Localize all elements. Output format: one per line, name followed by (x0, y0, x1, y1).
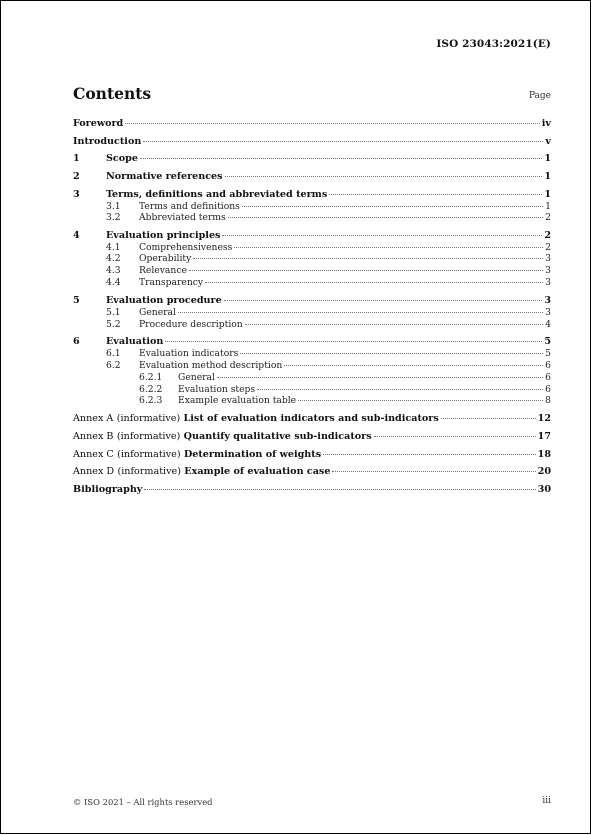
toc-section-title: Procedure description (139, 319, 243, 330)
annex-title: Example of evaluation case (184, 466, 331, 477)
toc-section-title: Terms, definitions and abbreviated terms (106, 189, 328, 200)
annex-kind: (informative) (116, 431, 181, 442)
toc-section-number: 4.1 (106, 242, 121, 253)
dot-leader (217, 377, 543, 378)
toc-section-number: 6.2.3 (139, 395, 163, 406)
dot-leader (222, 235, 542, 236)
dot-leader (143, 141, 543, 142)
toc-entry[interactable] (73, 189, 551, 200)
toc-entry[interactable] (73, 319, 551, 330)
toc-page-number: 5 (545, 348, 551, 359)
dot-leader (374, 436, 536, 437)
dot-leader (323, 454, 536, 455)
toc-page-number: 20 (537, 466, 551, 477)
toc-section-title: Transparency (139, 277, 204, 288)
toc-section-title: Foreword (73, 118, 124, 129)
toc-entry[interactable] (73, 253, 551, 264)
toc-entry[interactable] (73, 413, 551, 424)
annex-label: Annex C (73, 449, 114, 460)
toc-section-number: 4.2 (106, 253, 121, 264)
toc-entry[interactable] (73, 360, 551, 371)
toc-section-title: Terms and definitions (139, 201, 240, 212)
toc-annex-title (73, 413, 439, 424)
toc-section-title: General (139, 307, 176, 318)
toc-page-number: 3 (544, 295, 551, 306)
toc-section-title: Evaluation principles (106, 230, 221, 241)
table-of-contents (73, 1, 551, 835)
toc-entry[interactable] (73, 118, 551, 129)
toc-section-number: 5 (73, 295, 80, 306)
toc-entry[interactable] (73, 242, 551, 253)
toc-page-number: 1 (544, 189, 551, 200)
toc-section-title: Bibliography (73, 484, 143, 495)
annex-label: Annex B (73, 431, 114, 442)
toc-page-number: 3 (545, 307, 551, 318)
dot-leader (245, 324, 543, 325)
toc-entry[interactable] (73, 307, 551, 318)
toc-section-number: 3.1 (106, 201, 121, 212)
toc-page-number: 8 (545, 395, 551, 406)
toc-entry[interactable] (73, 136, 551, 147)
toc-page-number: 3 (545, 277, 551, 288)
toc-section-number: 4.3 (106, 265, 121, 276)
dot-leader (225, 176, 543, 177)
dot-leader (234, 247, 543, 248)
dot-leader (189, 270, 543, 271)
toc-entry[interactable] (73, 201, 551, 212)
toc-page-number: 17 (537, 431, 551, 442)
toc-section-title: Evaluation (106, 336, 164, 347)
annex-title: Determination of weights (183, 449, 322, 460)
dot-leader (165, 341, 542, 342)
toc-page-number: 6 (545, 372, 551, 383)
toc-annex-title (73, 466, 330, 477)
toc-page-number: 18 (537, 449, 551, 460)
dot-leader (242, 206, 543, 207)
toc-entry[interactable] (73, 395, 551, 406)
toc-section-number: 4.4 (106, 277, 121, 288)
toc-page-number: 6 (545, 384, 551, 395)
toc-section-number: 5.2 (106, 319, 121, 330)
toc-entry[interactable] (73, 295, 551, 306)
toc-entry[interactable] (73, 212, 551, 223)
toc-entry[interactable] (73, 277, 551, 288)
toc-page-number: 4 (545, 319, 551, 330)
toc-section-number: 6.2.1 (139, 372, 163, 383)
toc-section-title: Comprehensiveness (139, 242, 233, 253)
toc-page-number: 12 (537, 413, 551, 424)
toc-entry[interactable] (73, 265, 551, 276)
toc-section-title: Evaluation indicators (139, 348, 239, 359)
dot-leader (144, 489, 535, 490)
toc-section-title: Abbreviated terms (139, 212, 226, 223)
toc-entry[interactable] (73, 336, 551, 347)
footer-page-number: iii (542, 796, 551, 806)
annex-label: Annex A (73, 413, 114, 424)
annex-title: List of evaluation indicators and sub-indicators (183, 413, 439, 424)
toc-page-number: 3 (545, 253, 551, 264)
toc-annex-title (73, 449, 321, 460)
annex-kind: (informative) (117, 466, 181, 477)
toc-section-title: Example evaluation table (178, 395, 297, 406)
annex-title: Quantify qualitative sub-indicators (183, 431, 372, 442)
toc-section-title: Relevance (139, 265, 187, 276)
toc-section-title: Normative references (106, 171, 223, 182)
toc-entry[interactable] (73, 466, 551, 477)
toc-page-number: 1 (544, 171, 551, 182)
toc-section-title: Evaluation steps (178, 384, 256, 395)
dot-leader (205, 282, 543, 283)
toc-section-title: Operability (139, 253, 192, 264)
toc-page-number: 1 (545, 201, 551, 212)
dot-leader (125, 123, 540, 124)
toc-section-number: 4 (73, 230, 80, 241)
dot-leader (257, 389, 543, 390)
annex-label: Annex D (73, 466, 115, 477)
toc-page-number: 5 (544, 336, 551, 347)
toc-section-number: 6 (73, 336, 80, 347)
toc-section-number: 3 (73, 189, 80, 200)
toc-entry[interactable] (73, 484, 551, 495)
toc-entry[interactable] (73, 153, 551, 164)
toc-entry[interactable] (73, 348, 551, 359)
dot-leader (140, 158, 542, 159)
toc-page-number: 3 (545, 265, 551, 276)
toc-page-number: 1 (544, 153, 551, 164)
dot-leader (332, 471, 535, 472)
toc-page-number: v (545, 136, 551, 147)
page-column-label: Page (528, 91, 551, 101)
document-id: ISO 23043:2021(E) (436, 38, 551, 50)
toc-section-number: 6.1 (106, 348, 121, 359)
annex-kind: (informative) (116, 413, 181, 424)
toc-section-title: Scope (106, 153, 138, 164)
toc-section-title: Evaluation procedure (106, 295, 222, 306)
annex-kind: (informative) (117, 449, 181, 460)
toc-entry[interactable] (73, 372, 551, 383)
dot-leader (193, 258, 543, 259)
toc-entry[interactable] (73, 384, 551, 395)
dot-leader (224, 300, 543, 301)
toc-page-number: 30 (537, 484, 551, 495)
dot-leader (240, 353, 543, 354)
toc-section-title: Evaluation method description (139, 360, 283, 371)
toc-entry[interactable] (73, 230, 551, 241)
toc-entry[interactable] (73, 431, 551, 442)
toc-section-title: General (178, 372, 215, 383)
toc-entry[interactable] (73, 171, 551, 182)
dot-leader (298, 400, 543, 401)
footer-copyright: © ISO 2021 – All rights reserved (73, 797, 213, 807)
toc-section-number: 6.2.2 (139, 384, 163, 395)
dot-leader (284, 365, 543, 366)
toc-section-number: 5.1 (106, 307, 121, 318)
dot-leader (228, 217, 543, 218)
toc-page-number: 2 (544, 230, 551, 241)
dot-leader (441, 418, 536, 419)
toc-section-number: 6.2 (106, 360, 121, 371)
toc-page-number: 6 (545, 360, 551, 371)
toc-section-number: 1 (73, 153, 80, 164)
contents-title: Contents (73, 84, 152, 103)
toc-annex-title (73, 431, 372, 442)
toc-page-number: iv (541, 118, 551, 129)
toc-section-number: 2 (73, 171, 80, 182)
toc-section-number: 3.2 (106, 212, 121, 223)
toc-page-number: 2 (545, 242, 551, 253)
toc-section-title: Introduction (73, 136, 142, 147)
toc-entry[interactable] (73, 449, 551, 460)
dot-leader (178, 312, 543, 313)
dot-leader (329, 194, 542, 195)
toc-page-number: 2 (545, 212, 551, 223)
